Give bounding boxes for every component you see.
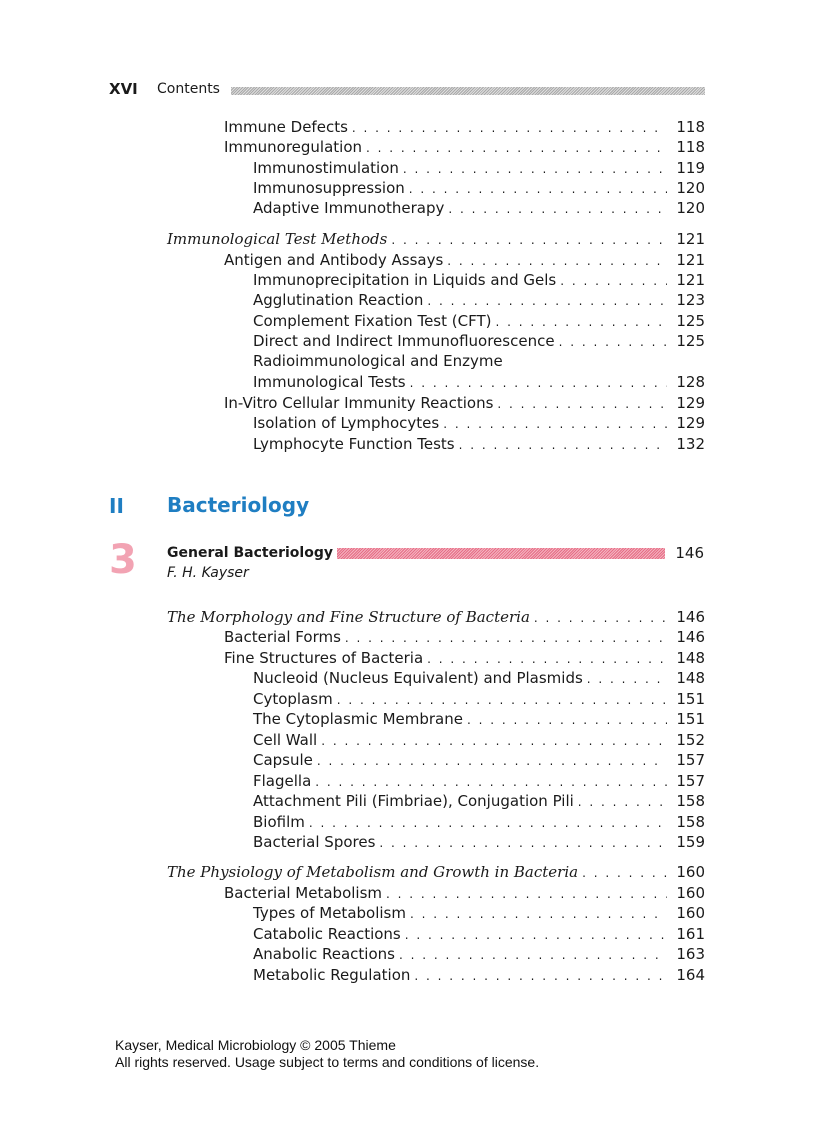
toc-entry[interactable] [253,944,705,964]
toc-entry-title: Cytoplasm [253,690,333,708]
leader-dots [409,179,667,199]
leader-dots [366,138,667,158]
toc-entry-page: 118 [676,138,705,156]
toc-entry-page: 160 [676,863,705,881]
toc-entry-title: Immunoregulation [224,138,363,156]
toc-entry-title: Bacterial Metabolism [224,884,383,902]
leader-dots [317,751,667,771]
toc-entry-title: Agglutination Reaction [253,291,424,309]
toc-entry-title: In-Vitro Cellular Immunity Reactions [224,394,494,412]
leader-dots [443,414,667,434]
toc-entry-title: Antigen and Antibody Assays [224,251,444,269]
toc-entry-title: The Physiology of Metabolism and Growth in Bacteria [167,863,579,881]
leader-dots [315,772,667,792]
leader-dots [410,904,667,924]
toc-entry-page: 148 [676,649,705,667]
toc-entry-title: The Morphology and Fine Structure of Bacteria [167,608,530,626]
leader-dots [459,435,667,455]
toc-entry-title: Bacterial Spores [253,833,376,851]
leader-dots [410,373,667,393]
toc-entry[interactable] [224,883,705,903]
toc-entry[interactable] [253,965,705,985]
toc-entry-page: 158 [676,792,705,810]
leader-dots [447,251,667,271]
toc-entry-page: 120 [676,199,705,217]
toc-entry[interactable] [253,668,705,688]
toc-entry-page: 125 [676,332,705,350]
leader-dots [427,649,667,669]
leader-dots [352,118,667,138]
toc-entry[interactable] [253,290,705,310]
toc-section-heading[interactable] [167,607,705,627]
toc-entry-title: Types of Metabolism [253,904,406,922]
toc-entry-title: Flagella [253,772,312,790]
running-head: Contents [157,81,220,97]
chapter-page: 146 [675,544,704,562]
part-number: II [109,494,124,518]
leader-dots [391,230,667,250]
chapter-rule [337,548,665,559]
leader-dots [495,312,667,332]
leader-dots [559,332,667,352]
leader-dots [582,863,667,883]
toc-entry-title: Cell Wall [253,731,318,749]
toc-entry-title: Anabolic Reactions [253,945,395,963]
toc-entry-page: 121 [676,230,705,248]
toc-entry-page: 146 [676,628,705,646]
toc-entry-title: Immunosuppression [253,179,405,197]
toc-entry[interactable] [253,903,705,923]
leader-dots [386,884,667,904]
leader-dots [534,608,667,628]
toc-entry-page: 132 [676,435,705,453]
toc-entry-title: The Cytoplasmic Membrane [253,710,463,728]
toc-entry-page: 129 [676,394,705,412]
toc-entry-page: 151 [676,690,705,708]
toc-entry[interactable] [253,331,705,351]
toc-entry-title: Attachment Pili (Fimbriae), Conjugation Pili [253,792,574,810]
toc-section-heading[interactable] [167,229,705,249]
toc-entry[interactable] [253,832,705,852]
toc-entry-title: Bacterial Forms [224,628,341,646]
leader-dots [337,690,667,710]
leader-dots [345,628,667,648]
chapter-title: General Bacteriology [167,545,333,561]
toc-entry-title: Adaptive Immunotherapy [253,199,445,217]
toc-entry[interactable] [224,250,705,270]
header-rule [231,87,705,95]
toc-entry[interactable] [224,627,705,647]
toc-entry-page: 129 [676,414,705,432]
toc-entry-page: 161 [676,925,705,943]
toc-entry-page: 121 [676,251,705,269]
toc-entry[interactable] [253,198,705,218]
toc-entry-title: Metabolic Regulation [253,966,411,984]
toc-entry-title: Nucleoid (Nucleus Equivalent) and Plasmids [253,669,583,687]
toc-entry[interactable] [224,648,705,668]
toc-entry[interactable] [253,372,705,392]
part-title[interactable]: Bacteriology [167,493,310,517]
leader-dots [379,833,667,853]
toc-entry[interactable] [253,178,705,198]
leader-dots [309,813,667,833]
toc-entry-title: Immune Defects [224,118,348,136]
toc-entry-page: 119 [676,159,705,177]
toc-entry-title: Fine Structures of Bacteria [224,649,424,667]
toc-entry-page: 146 [676,608,705,626]
toc-entry-title: Direct and Indirect Immunofluorescence [253,332,555,350]
toc-entry-page: 121 [676,271,705,289]
toc-entry[interactable] [253,812,705,832]
leader-dots [497,394,667,414]
toc-entry[interactable] [253,730,705,750]
toc-entry-page: 157 [676,751,705,769]
leader-dots [578,792,667,812]
toc-entry[interactable] [253,791,705,811]
leader-dots [414,966,667,986]
footer-line-2: All rights reserved. Usage subject to terms and conditions of license. [115,1054,540,1070]
toc-entry-title: Isolation of Lymphocytes [253,414,440,432]
toc-entry-page: 163 [676,945,705,963]
chapter-author: F. H. Kayser [167,565,249,581]
leader-dots [321,731,667,751]
toc-entry-page: 118 [676,118,705,136]
toc-entry-title: Capsule [253,751,313,769]
leader-dots [467,710,667,730]
toc-entry[interactable] [253,750,705,770]
toc-section-heading[interactable] [167,862,705,882]
toc-entry-page: 160 [676,884,705,902]
toc-entry-page: 123 [676,291,705,309]
toc-entry[interactable] [253,270,705,290]
copyright-footer [115,1037,539,1071]
toc-entry-page: 125 [676,312,705,330]
toc-entry-page: 164 [676,966,705,984]
leader-dots [448,199,667,219]
chapter-heading[interactable] [167,543,704,563]
toc-entry[interactable] [253,158,705,178]
toc-entry-page: 152 [676,731,705,749]
leader-dots [560,271,667,291]
leader-dots [427,291,667,311]
toc-entry[interactable] [253,924,705,944]
toc-entry[interactable] [224,117,705,137]
toc-entry-title: Catabolic Reactions [253,925,401,943]
toc-entry-title: Biofilm [253,813,305,831]
toc-entry-title: Immunological Test Methods [167,230,388,248]
toc-entry[interactable] [253,434,705,454]
toc-entry[interactable] [224,137,705,157]
toc-entry[interactable] [253,771,705,791]
toc-entry-title-line1: Radioimmunological and Enzyme [253,352,503,370]
toc-entry-page: 151 [676,710,705,728]
toc-entry-page: 128 [676,373,705,391]
toc-entry-title: Immunoprecipitation in Liquids and Gels [253,271,557,289]
toc-entry-page: 158 [676,813,705,831]
leader-dots [403,159,667,179]
toc-entry-page: 159 [676,833,705,851]
toc-entry-title: Immunological Tests [253,373,406,391]
toc-entry[interactable] [253,689,705,709]
toc-entry-title: Lymphocyte Function Tests [253,435,455,453]
page-header [109,79,705,101]
toc-entry-title: Complement Fixation Test (CFT) [253,312,492,330]
toc-entry-page: 157 [676,772,705,790]
toc-entry-title: Immunostimulation [253,159,399,177]
toc-entry[interactable] [253,311,705,331]
leader-dots [587,669,667,689]
toc-entry-page: 160 [676,904,705,922]
footer-line-1: Kayser, Medical Microbiology © 2005 Thieme [115,1037,396,1053]
toc-entry[interactable] [253,413,705,433]
toc-entry[interactable] [253,709,705,729]
chapter-number: 3 [109,537,137,583]
page-number: XVI [109,80,138,98]
toc-entry-page: 148 [676,669,705,687]
leader-dots [405,925,667,945]
toc-entry-page: 120 [676,179,705,197]
toc-entry[interactable] [224,393,705,413]
leader-dots [399,945,667,965]
